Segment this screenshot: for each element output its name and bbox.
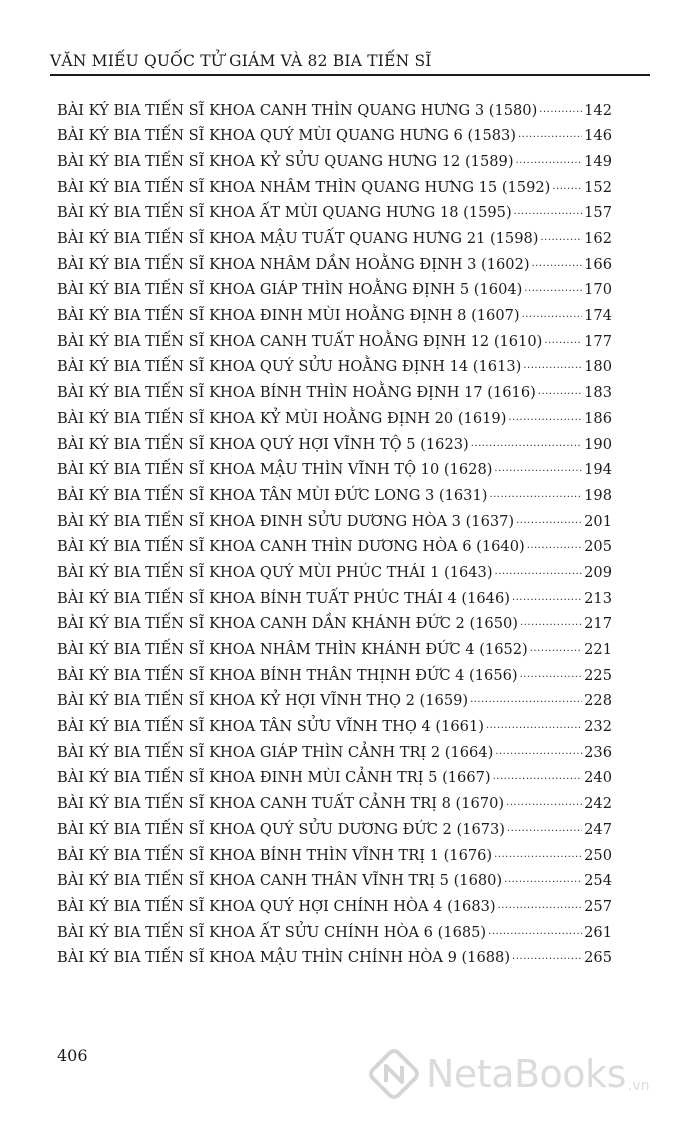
toc-dot-leader xyxy=(538,383,582,398)
toc-entry-title: BÀI KÝ BIA TIẾN SĨ KHOA ẤT SỬU CHÍNH HÒA 6 (1685) xyxy=(57,923,487,941)
toc-dot-leader xyxy=(527,537,582,552)
toc-entry-page: 250 xyxy=(584,846,612,864)
toc-dot-leader xyxy=(512,948,582,963)
toc-entry xyxy=(57,588,612,614)
toc-entry xyxy=(57,126,612,152)
toc-entry-title: BÀI KÝ BIA TIẾN SĨ KHOA QUÝ MÙI PHÚC THÁI 1 (1643) xyxy=(57,563,493,581)
toc-dot-leader xyxy=(494,460,582,475)
toc-entry xyxy=(57,177,612,203)
toc-entry-page: 205 xyxy=(584,538,612,556)
toc-entry-page: 166 xyxy=(584,255,612,273)
toc-entry-title: BÀI KÝ BIA TIẾN SĨ KHOA ĐINH MÙI HOẰNG ĐỊNH 8 (1607) xyxy=(57,307,520,325)
toc-entry xyxy=(57,306,612,332)
toc-entry-title: BÀI KÝ BIA TIẾN SĨ KHOA CANH DẦN KHÁNH ĐỨC 2 (1650) xyxy=(57,615,518,633)
toc-entry-title: BÀI KÝ BIA TIẾN SĨ KHOA NHÂM DẦN HOẰNG ĐỊNH 3 (1602) xyxy=(57,255,530,273)
toc-entry-title: BÀI KÝ BIA TIẾN SĨ KHOA QUÝ HỢI CHÍNH HÒA 4 (1683) xyxy=(57,897,496,915)
toc-entry-title: BÀI KÝ BIA TIẾN SĨ KHOA CANH THÌN DƯƠNG HÒA 6 (1640) xyxy=(57,538,525,556)
toc-entry-title: BÀI KÝ BIA TIẾN SĨ KHOA NHÂM THÌN QUANG HƯNG 15 (1592) xyxy=(57,178,551,196)
toc-entry-title: BÀI KÝ BIA TIẾN SĨ KHOA QUÝ HỢI VĨNH TỘ 5 (1623) xyxy=(57,435,469,453)
toc-entry-title: BÀI KÝ BIA TIẾN SĨ KHOA MẬU THÌN CHÍNH HÒA 9 (1688) xyxy=(57,949,511,967)
toc-entry xyxy=(57,331,612,357)
toc-entry xyxy=(57,511,612,537)
toc-entry xyxy=(57,485,612,511)
toc-entry-title: BÀI KÝ BIA TIẾN SĨ KHOA QUÝ SỬU DƯƠNG ĐỨC 2 (1673) xyxy=(57,820,505,838)
toc-entry xyxy=(57,691,612,717)
toc-dot-leader xyxy=(522,306,583,321)
toc-dot-leader xyxy=(544,331,582,346)
toc-entry-title: BÀI KÝ BIA TIẾN SĨ KHOA GIÁP THÌN CẢNH TRỊ 2 (1664) xyxy=(57,743,494,761)
toc-entry xyxy=(57,948,612,974)
toc-dot-leader xyxy=(493,768,583,783)
toc-dot-leader xyxy=(514,203,582,218)
toc-dot-leader xyxy=(516,511,582,526)
toc-dot-leader xyxy=(518,126,582,141)
toc-entry-title: BÀI KÝ BIA TIẾN SĨ KHOA BÍNH THÌN VĨNH TRỊ 1 (1676) xyxy=(57,846,493,864)
toc-dot-leader xyxy=(495,562,583,577)
toc-entry xyxy=(57,665,612,691)
toc-dot-leader xyxy=(471,434,582,449)
toc-dot-leader xyxy=(494,845,582,860)
toc-dot-leader xyxy=(512,588,582,603)
watermark-suffix: .vn xyxy=(627,1078,650,1094)
toc-entry-title: BÀI KÝ BIA TIẾN SĨ KHOA MẬU TUẤT QUANG HƯNG 21 (1598) xyxy=(57,230,539,248)
toc-entry xyxy=(57,434,612,460)
toc-entry-page: 177 xyxy=(584,332,612,350)
toc-entry xyxy=(57,922,612,948)
toc-dot-leader xyxy=(508,408,582,423)
toc-entry-title: BÀI KÝ BIA TIẾN SĨ KHOA CANH TUẤT CẢNH TRỊ 8 (1670) xyxy=(57,795,505,813)
toc-entry-title: BÀI KÝ BIA TIẾN SĨ KHOA TÂN SỬU VĨNH THỌ 4 (1661) xyxy=(57,718,484,736)
toc-dot-leader xyxy=(540,228,582,243)
toc-entry-page: 174 xyxy=(584,307,612,325)
toc-entry xyxy=(57,794,612,820)
toc-entry xyxy=(57,254,612,280)
running-header: VĂN MIẾU QUỐC TỬ GIÁM VÀ 82 BIA TIẾN SĨ xyxy=(50,52,650,76)
toc-entry-page: 242 xyxy=(584,795,612,813)
toc-dot-leader xyxy=(524,280,582,295)
toc-dot-leader xyxy=(530,639,582,654)
toc-entry xyxy=(57,819,612,845)
table-of-contents xyxy=(57,100,612,973)
toc-entry-page: 217 xyxy=(584,615,612,633)
toc-entry xyxy=(57,408,612,434)
toc-entry xyxy=(57,357,612,383)
toc-dot-leader xyxy=(506,794,582,809)
toc-entry-page: 198 xyxy=(584,486,612,504)
toc-entry xyxy=(57,383,612,409)
toc-entry-page: 186 xyxy=(584,409,612,427)
toc-entry-page: 142 xyxy=(584,101,612,119)
toc-dot-leader xyxy=(470,691,582,706)
toc-entry-title: BÀI KÝ BIA TIẾN SĨ KHOA KỶ SỬU QUANG HƯNG 12 (1589) xyxy=(57,152,514,170)
toc-entry xyxy=(57,228,612,254)
toc-dot-leader xyxy=(507,819,582,834)
toc-entry-title: BÀI KÝ BIA TIẾN SĨ KHOA QUÝ MÙI QUANG HƯNG 6 (1583) xyxy=(57,127,516,145)
toc-dot-leader xyxy=(488,922,582,937)
toc-entry-page: 228 xyxy=(584,692,612,710)
toc-entry xyxy=(57,742,612,768)
toc-entry-title: BÀI KÝ BIA TIẾN SĨ KHOA KỶ MÙI HOẰNG ĐỊNH 20 (1619) xyxy=(57,409,507,427)
toc-entry xyxy=(57,871,612,897)
watermark xyxy=(368,1048,649,1100)
toc-entry xyxy=(57,203,612,229)
toc-entry-page: 157 xyxy=(584,204,612,222)
toc-entry xyxy=(57,537,612,563)
toc-entry-title: BÀI KÝ BIA TIẾN SĨ KHOA ẤT MÙI QUANG HƯNG 18 (1595) xyxy=(57,204,512,222)
toc-entry xyxy=(57,460,612,486)
toc-entry-title: BÀI KÝ BIA TIẾN SĨ KHOA GIÁP THÌN HOẰNG ĐỊNH 5 (1604) xyxy=(57,281,523,299)
toc-entry-page: 247 xyxy=(584,820,612,838)
toc-entry-page: 201 xyxy=(584,512,612,530)
toc-entry-page: 225 xyxy=(584,666,612,684)
toc-dot-leader xyxy=(495,742,582,757)
watermark-brand: NetaBooks xyxy=(426,1052,626,1096)
toc-entry-page: 194 xyxy=(584,461,612,479)
toc-entry-page: 240 xyxy=(584,769,612,787)
page-number: 406 xyxy=(57,1046,88,1065)
toc-entry-page: 254 xyxy=(584,872,612,890)
toc-entry-page: 162 xyxy=(584,230,612,248)
toc-entry-title: BÀI KÝ BIA TIẾN SĨ KHOA KỶ HỢI VĨNH THỌ 2 (1659) xyxy=(57,692,469,710)
toc-entry-page: 149 xyxy=(584,152,612,170)
netabooks-logo-icon xyxy=(368,1048,420,1100)
toc-dot-leader xyxy=(516,151,583,166)
toc-entry-page: 257 xyxy=(584,897,612,915)
toc-entry-page: 232 xyxy=(584,718,612,736)
toc-entry-title: BÀI KÝ BIA TIẾN SĨ KHOA TÂN MÙI ĐỨC LONG 3 (1631) xyxy=(57,486,488,504)
toc-entry xyxy=(57,614,612,640)
toc-entry-title: BÀI KÝ BIA TIẾN SĨ KHOA BÍNH THÂN THỊNH ĐỨC 4 (1656) xyxy=(57,666,518,684)
toc-entry-page: 213 xyxy=(584,589,612,607)
toc-entry xyxy=(57,562,612,588)
toc-entry-title: BÀI KÝ BIA TIẾN SĨ KHOA CANH THÌN QUANG HƯNG 3 (1580) xyxy=(57,101,538,119)
toc-entry-page: 236 xyxy=(584,743,612,761)
toc-entry-page: 265 xyxy=(584,949,612,967)
toc-entry-title: BÀI KÝ BIA TIẾN SĨ KHOA BÍNH TUẤT PHÚC THÁI 4 (1646) xyxy=(57,589,510,607)
toc-dot-leader xyxy=(539,100,582,115)
toc-entry xyxy=(57,280,612,306)
toc-dot-leader xyxy=(520,614,582,629)
toc-entry xyxy=(57,845,612,871)
toc-entry xyxy=(57,717,612,743)
toc-dot-leader xyxy=(520,665,583,680)
toc-entry-title: BÀI KÝ BIA TIẾN SĨ KHOA BÍNH THÌN HOẰNG ĐỊNH 17 (1616) xyxy=(57,384,536,402)
toc-entry xyxy=(57,151,612,177)
toc-dot-leader xyxy=(532,254,583,269)
toc-entry-title: BÀI KÝ BIA TIẾN SĨ KHOA ĐINH SỬU DƯƠNG HÒA 3 (1637) xyxy=(57,512,515,530)
toc-entry xyxy=(57,639,612,665)
toc-entry-title: BÀI KÝ BIA TIẾN SĨ KHOA CANH THÂN VĨNH TRỊ 5 (1680) xyxy=(57,872,503,890)
toc-entry-title: BÀI KÝ BIA TIẾN SĨ KHOA ĐINH MÙI CẢNH TRỊ 5 (1667) xyxy=(57,769,491,787)
toc-dot-leader xyxy=(486,717,582,732)
toc-entry xyxy=(57,896,612,922)
toc-entry-page: 146 xyxy=(584,127,612,145)
toc-entry-page: 209 xyxy=(584,563,612,581)
toc-dot-leader xyxy=(552,177,582,192)
toc-entry xyxy=(57,100,612,126)
toc-dot-leader xyxy=(498,896,583,911)
toc-entry-title: BÀI KÝ BIA TIẾN SĨ KHOA CANH TUẤT HOẰNG ĐỊNH 12 (1610) xyxy=(57,332,543,350)
toc-entry-page: 221 xyxy=(584,641,612,659)
toc-entry-page: 170 xyxy=(584,281,612,299)
toc-entry-page: 152 xyxy=(584,178,612,196)
toc-dot-leader xyxy=(504,871,582,886)
toc-dot-leader xyxy=(489,485,582,500)
toc-entry-page: 190 xyxy=(584,435,612,453)
toc-entry xyxy=(57,768,612,794)
toc-dot-leader xyxy=(523,357,582,372)
toc-entry-title: BÀI KÝ BIA TIẾN SĨ KHOA MẬU THÌN VĨNH TỘ 10 (1628) xyxy=(57,461,493,479)
toc-entry-page: 180 xyxy=(584,358,612,376)
toc-entry-page: 261 xyxy=(584,923,612,941)
toc-entry-title: BÀI KÝ BIA TIẾN SĨ KHOA NHÂM THÌN KHÁNH ĐỨC 4 (1652) xyxy=(57,641,528,659)
toc-entry-title: BÀI KÝ BIA TIẾN SĨ KHOA QUÝ SỬU HOẰNG ĐỊNH 14 (1613) xyxy=(57,358,522,376)
toc-entry-page: 183 xyxy=(584,384,612,402)
